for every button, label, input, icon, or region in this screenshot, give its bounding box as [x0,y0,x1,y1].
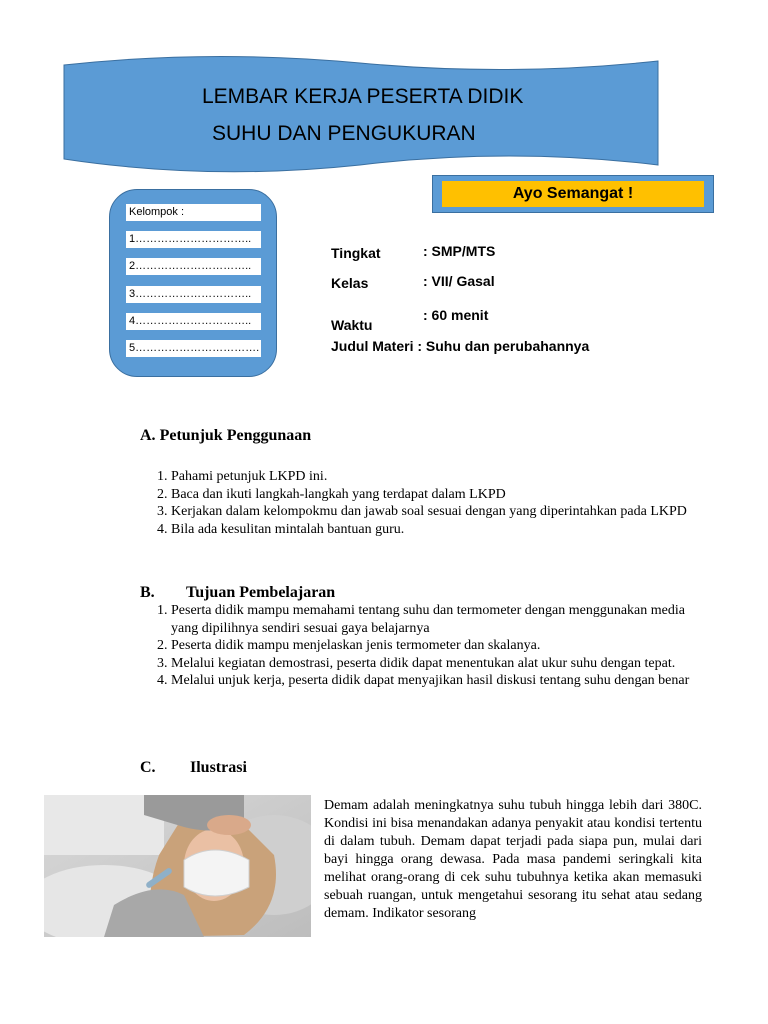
section-b-list [141,602,691,690]
section-b-heading [140,584,335,602]
motto-text: Ayo Semangat ! [442,181,704,207]
section-b-title: Tujuan Pembelajaran [186,584,336,601]
list-item: 2. Peserta didik mampu menjelaskan jenis termometer dan skalanya. [171,637,691,655]
list-item: 3. Kerjakan dalam kelompokmu dan jawab soal sesuai dengan yang diperintahkan pada LKPD [171,503,711,521]
level-value: : SMP/MTS [423,243,496,259]
list-item: 1. Peserta didik mampu memahami tentang suhu dan termometer dengan menggunakan media yang dipilihnya sendiri sesuai gaya belajarnya [171,602,691,637]
section-a-heading [140,427,311,445]
list-item: 2. Baca dan ikuti langkah-langkah yang terdapat dalam LKPD [171,486,711,504]
topic-line: Judul Materi : Suhu dan perubahannya [331,338,590,354]
list-item: 3. Melalui kegiatan demostrasi, peserta didik dapat menentukan alat ukur suhu dengan tepat. [171,655,691,673]
section-a-list [141,468,711,538]
title-line-2: SUHU DAN PENGUKURAN [212,122,476,145]
group-member-5[interactable]: 5……………………………. [126,340,261,357]
section-a-prefix: A. [140,427,156,444]
section-c-title: Ilustrasi [190,759,247,776]
group-member-1[interactable]: 1………………………….. [126,231,261,248]
list-item: 4. Bila ada kesulitan mintalah bantuan guru. [171,521,711,539]
class-label: Kelas [331,275,369,291]
title-line-1: LEMBAR KERJA PESERTA DIDIK [202,85,524,108]
section-a-title: Petunjuk Penggunaan [159,427,312,444]
time-value: : 60 menit [423,307,489,323]
list-item: 4. Melalui unjuk kerja, peserta didik dapat menyajikan hasil diskusi tentang suhu dengan benar [171,672,691,690]
group-title: Kelompok : [126,204,261,221]
list-item: 1. Pahami petunjuk LKPD ini. [171,468,711,486]
motto-box [432,175,714,213]
class-value: : VII/ Gasal [423,273,495,289]
fever-child-photo [44,795,311,937]
time-label: Waktu [331,317,373,333]
level-label: Tingkat [331,245,381,261]
group-member-2[interactable]: 2………………………….. [126,258,261,275]
banner-shape [60,55,662,180]
section-c-heading [140,759,247,777]
group-member-4[interactable]: 4………………………….. [126,313,261,330]
section-b-prefix: B. [140,584,155,601]
title-banner [60,55,662,180]
illustration-paragraph: Demam adalah meningkatnya suhu tubuh hingga lebih dari 380C. Kondisi ini bisa menandakan adanya penyakit atau kondisi tertentu di dalam tubuh. Demam dapat terjadi pada siapa pun, mulai dari bayi hingga orang dewasa. Pada masa pandemi seringkali kita melihat orang-orang di cek suhu tubuhnya ketika akan memasuki sebuah ruangan, untuk mengetahui sesorang itu sehat atau sedang demam. Indikator sesorang [324,798,702,921]
group-member-3[interactable]: 3………………………….. [126,286,261,303]
section-c-prefix: C. [140,759,156,776]
